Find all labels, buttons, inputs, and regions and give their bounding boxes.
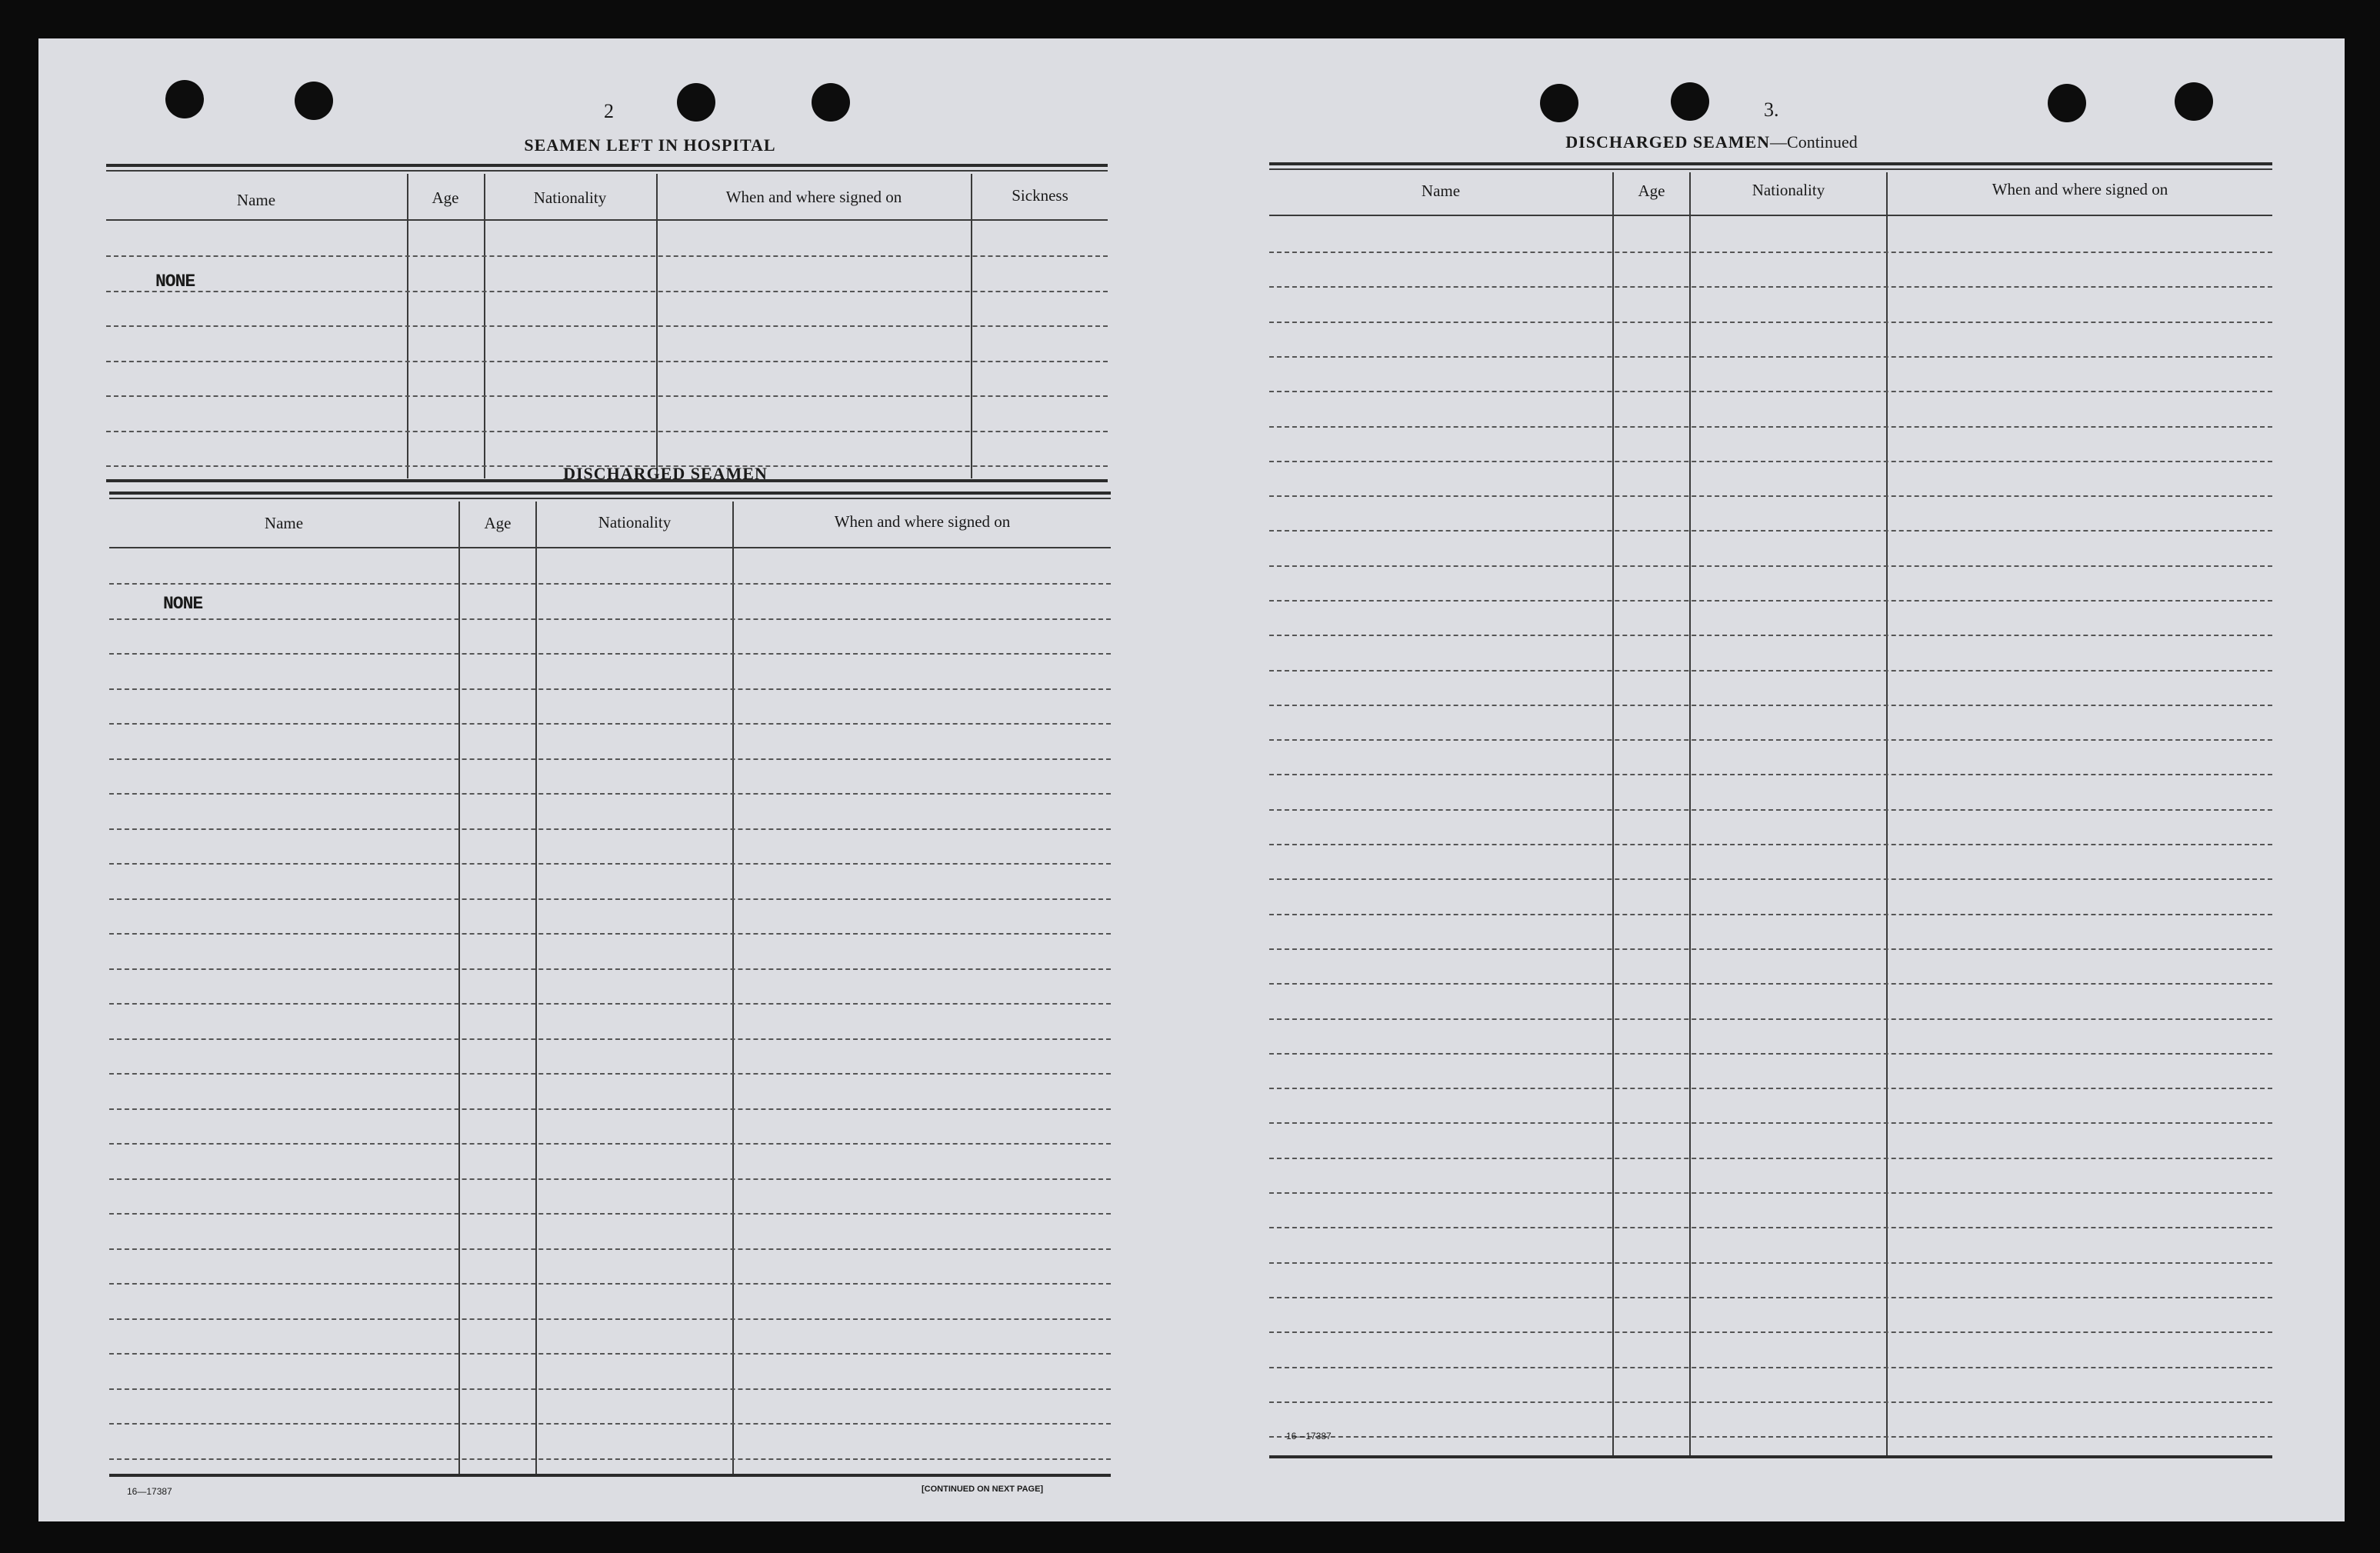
ruled-line	[109, 723, 1111, 725]
ruled-line	[109, 898, 1111, 900]
form-number: 16—17387	[127, 1486, 172, 1497]
ruled-line	[109, 1038, 1111, 1040]
ruled-line	[1269, 1122, 2272, 1124]
ruled-line	[1269, 600, 2272, 602]
ruled-line	[109, 793, 1111, 795]
ruled-line	[1269, 461, 2272, 462]
form-sheet	[38, 38, 2345, 1521]
column-header-signed-on: When and where signed on	[1992, 180, 2168, 198]
ruled-line	[109, 653, 1111, 655]
punch-hole	[2048, 84, 2086, 122]
ruled-line	[109, 828, 1111, 830]
column-header-nationality: Nationality	[533, 188, 607, 207]
ruled-line	[1269, 670, 2272, 672]
section-rule	[109, 492, 1111, 495]
ruled-line	[109, 1178, 1111, 1180]
ruled-line	[109, 1318, 1111, 1320]
punch-hole	[812, 83, 850, 122]
ruled-line	[106, 395, 1108, 397]
none-entry: NONE	[155, 272, 195, 292]
header-rule	[1269, 215, 2272, 216]
ruled-line	[1269, 1436, 2272, 1438]
ruled-line	[109, 1248, 1111, 1250]
punch-hole	[165, 80, 204, 118]
ruled-line	[1269, 1158, 2272, 1159]
ruled-line	[1269, 391, 2272, 392]
ruled-line	[1269, 1297, 2272, 1298]
discharged-section-title: DISCHARGED SEAMEN	[563, 464, 768, 483]
ruled-line	[109, 583, 1111, 585]
page-number: 2	[604, 100, 614, 122]
none-entry: NONE	[163, 594, 203, 614]
column-header-signed-on: When and where signed on	[725, 188, 902, 206]
ruled-line	[106, 325, 1108, 327]
ruled-line	[1269, 1192, 2272, 1194]
hospital-section-title: SEAMEN LEFT IN HOSPITAL	[524, 135, 776, 155]
section-rule	[106, 170, 1108, 172]
ruled-line	[1269, 356, 2272, 358]
ruled-line	[1269, 1262, 2272, 1264]
column-header-name: Name	[264, 514, 304, 532]
ruled-line	[1269, 983, 2272, 985]
header-rule	[109, 547, 1111, 548]
page-number: 3.	[1764, 98, 1779, 121]
ruled-line	[106, 255, 1108, 257]
column-header-name: Name	[236, 191, 276, 209]
ruled-line	[1269, 495, 2272, 497]
ruled-line	[109, 968, 1111, 970]
ruled-line	[109, 758, 1111, 760]
title-continued: —Continued	[1770, 132, 1858, 152]
form-number: 16—17387	[1286, 1431, 1332, 1441]
ruled-line	[1269, 1088, 2272, 1089]
ruled-line	[109, 618, 1111, 620]
ruled-line	[1269, 878, 2272, 880]
ruled-line	[1269, 252, 2272, 253]
ruled-line	[109, 863, 1111, 865]
column-header-sickness: Sickness	[1012, 186, 1068, 205]
ruled-line	[109, 1073, 1111, 1075]
ruled-line	[109, 1108, 1111, 1110]
column-header-nationality: Nationality	[598, 513, 672, 532]
ruled-line	[109, 1388, 1111, 1390]
column-header-signed-on: When and where signed on	[834, 512, 1011, 531]
ruled-line	[106, 431, 1108, 432]
ruled-line	[109, 1423, 1111, 1425]
section-rule	[109, 498, 1111, 499]
punch-hole	[1671, 82, 1709, 121]
ruled-line	[1269, 844, 2272, 845]
ruled-line	[1269, 914, 2272, 915]
ruled-line	[109, 688, 1111, 690]
ruled-line	[1269, 774, 2272, 775]
ruled-line	[1269, 705, 2272, 706]
column-divider	[732, 502, 734, 1475]
ruled-line	[1269, 1401, 2272, 1403]
ruled-line	[1269, 565, 2272, 567]
ruled-line	[109, 1003, 1111, 1005]
discharged-continued-title	[1554, 132, 1869, 152]
punch-hole	[677, 83, 715, 122]
punch-hole	[1540, 84, 1578, 122]
section-rule	[109, 1474, 1111, 1477]
column-header-age: Age	[1638, 182, 1665, 200]
ruled-line	[109, 1353, 1111, 1355]
ruled-line	[109, 933, 1111, 935]
ruled-line	[109, 1213, 1111, 1215]
ruled-line	[106, 361, 1108, 362]
ruled-line	[1269, 809, 2272, 811]
ruled-line	[1269, 1053, 2272, 1055]
continued-note: [CONTINUED ON NEXT PAGE]	[922, 1485, 1044, 1494]
ruled-line	[1269, 739, 2272, 741]
punch-hole	[295, 82, 333, 120]
title-main: DISCHARGED SEAMEN	[1565, 132, 1771, 152]
ruled-line	[1269, 1367, 2272, 1368]
section-rule	[1269, 168, 2272, 170]
ruled-line	[1269, 1227, 2272, 1228]
ruled-line	[109, 1143, 1111, 1145]
section-rule	[1269, 1455, 2272, 1458]
ruled-line	[1269, 948, 2272, 950]
ruled-line	[1269, 426, 2272, 428]
ruled-line	[1269, 322, 2272, 323]
ruled-line	[1269, 635, 2272, 636]
column-header-name: Name	[1421, 182, 1461, 200]
column-header-age: Age	[432, 188, 459, 207]
column-divider	[535, 502, 537, 1475]
column-header-age: Age	[484, 514, 512, 532]
header-rule	[106, 219, 1108, 221]
ruled-line	[1269, 1331, 2272, 1333]
ruled-line	[1269, 286, 2272, 288]
ruled-line	[109, 1458, 1111, 1460]
punch-hole	[2175, 82, 2213, 121]
column-header-nationality: Nationality	[1752, 181, 1825, 199]
ruled-line	[109, 1283, 1111, 1285]
ruled-line	[106, 291, 1108, 292]
section-rule	[106, 164, 1108, 167]
section-rule	[1269, 162, 2272, 165]
column-divider	[458, 502, 460, 1475]
ruled-line	[1269, 1018, 2272, 1020]
ruled-line	[1269, 530, 2272, 532]
